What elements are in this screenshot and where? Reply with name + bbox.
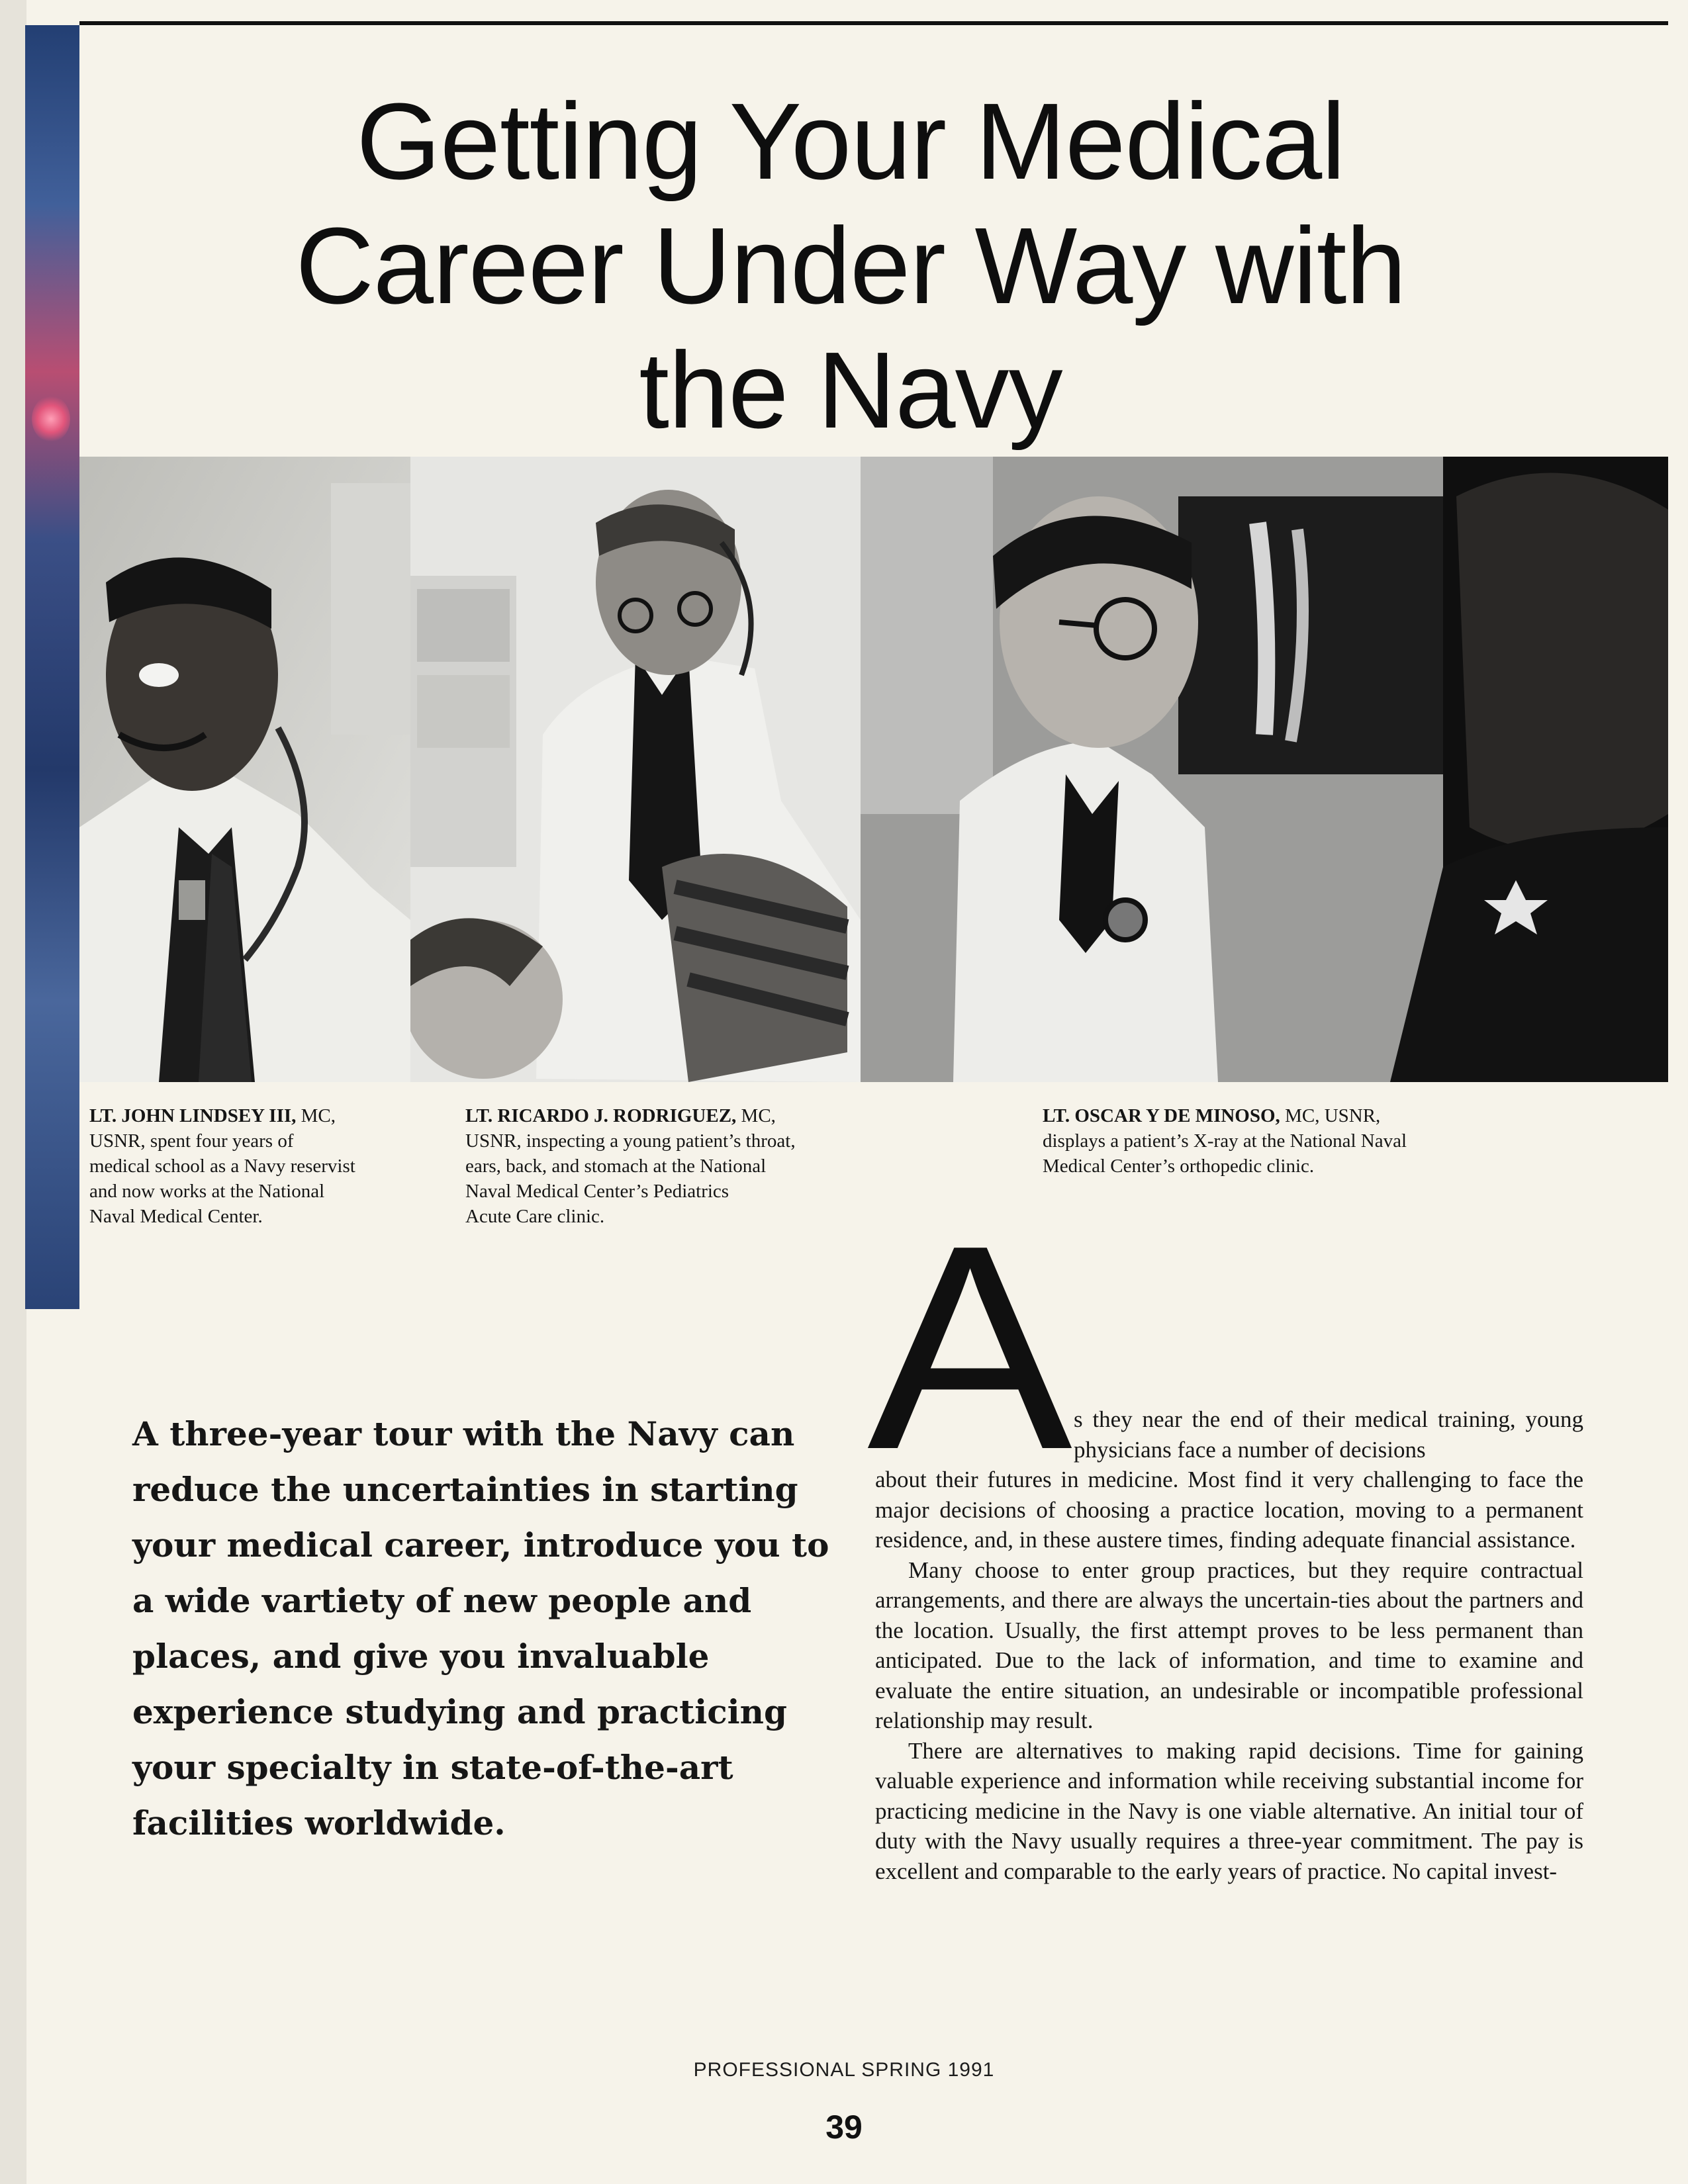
caption-rodriguez-line-3: ears, back, and stomach at the National bbox=[465, 1156, 767, 1177]
caption-lindsey-line-2: USNR, spent four years of bbox=[89, 1130, 294, 1152]
article-paragraph-2: Many choose to enter group practices, but they require contractual arrangements, and there are always the uncertain-ties about the partners and the location. Usually, the first attempt proves to be less permanent than anticipated. Due to the lack of information, and time to examine and evaluate the entire situation, an undesirable or incompatible professional relationship may result. bbox=[875, 1557, 1583, 1733]
headline-line-1: Getting Your Medical bbox=[356, 81, 1345, 202]
caption-lindsey-line-1: MC, bbox=[301, 1105, 336, 1126]
adjacent-page-photo-strip bbox=[25, 25, 79, 1309]
photo-lindsey-illustration bbox=[79, 457, 410, 1082]
caption-de-minoso-line-1: MC, USNR, bbox=[1285, 1105, 1381, 1126]
article-paragraph-1-opening: s they near the end of their medical training, young physicians face a number of decisions bbox=[1074, 1406, 1583, 1463]
headline-line-2: Career Under Way with bbox=[295, 205, 1406, 326]
article-body bbox=[875, 1404, 1583, 1886]
caption-lindsey-line-3: medical school as a Navy reservist bbox=[89, 1156, 355, 1177]
pull-quote: A three-year tour with the Navy can reduce the uncertainties in starting your medical career, introduce you to a wide vartiety of new people and places, and give you invaluable experience studying and practicing your specialty in state-of-the-art facilities worldwide. bbox=[132, 1414, 829, 1843]
caption-de-minoso bbox=[1043, 1103, 1519, 1179]
caption-rodriguez-line-5: Acute Care clinic. bbox=[465, 1206, 605, 1227]
caption-rodriguez-line-2: USNR, inspecting a young patient’s throat, bbox=[465, 1130, 796, 1152]
photo-lt-rodriguez bbox=[410, 457, 861, 1082]
photo-lt-lindsey bbox=[79, 457, 410, 1082]
caption-rodriguez-line-1: MC, bbox=[741, 1105, 776, 1126]
article-paragraph-1: about their futures in medicine. Most find it very challenging to face the major decisions of choosing a practice location, moving to a permanent residence, and, in these austere times, finding adequate financial assistance. bbox=[875, 1467, 1583, 1553]
drop-cap-letter: A bbox=[867, 1238, 1074, 1456]
caption-de-minoso-line-2: displays a patient’s X-ray at the National Naval bbox=[1043, 1130, 1407, 1152]
caption-de-minoso-line-3: Medical Center’s orthopedic clinic. bbox=[1043, 1156, 1315, 1177]
caption-de-minoso-name: LT. OSCAR Y DE MINOSO, bbox=[1043, 1105, 1280, 1126]
publication-footer: PROFESSIONAL SPRING 1991 bbox=[693, 2059, 995, 2081]
photo-rodriguez-illustration bbox=[410, 457, 861, 1082]
caption-rodriguez bbox=[465, 1103, 863, 1229]
photo-de-minoso-illustration bbox=[861, 457, 1668, 1082]
top-rule bbox=[79, 21, 1668, 25]
article-paragraph-3: There are alternatives to making rapid decisions. Time for gaining valuable experience and information while receiving substantial income for practicing medicine in the Navy is one viable alternative. An initial tour of duty with the Navy usually requires a three-year commitment. The pay is excellent and comparable to the early years of practice. No capital invest- bbox=[875, 1737, 1583, 1884]
caption-rodriguez-line-4: Naval Medical Center’s Pediatrics bbox=[465, 1181, 729, 1202]
headline-line-3: the Navy bbox=[639, 330, 1062, 451]
page-number: 39 bbox=[825, 2109, 863, 2146]
caption-lindsey bbox=[89, 1103, 414, 1229]
caption-lindsey-line-4: and now works at the National bbox=[89, 1181, 325, 1202]
photo-lt-de-minoso bbox=[861, 457, 1668, 1082]
caption-rodriguez-name: LT. RICARDO J. RODRIGUEZ, bbox=[465, 1105, 737, 1126]
page-edge bbox=[0, 0, 26, 2184]
light-flare bbox=[32, 396, 70, 442]
headline bbox=[146, 79, 1556, 453]
caption-lindsey-name: LT. JOHN LINDSEY III, bbox=[89, 1105, 297, 1126]
caption-lindsey-line-5: Naval Medical Center. bbox=[89, 1206, 263, 1227]
